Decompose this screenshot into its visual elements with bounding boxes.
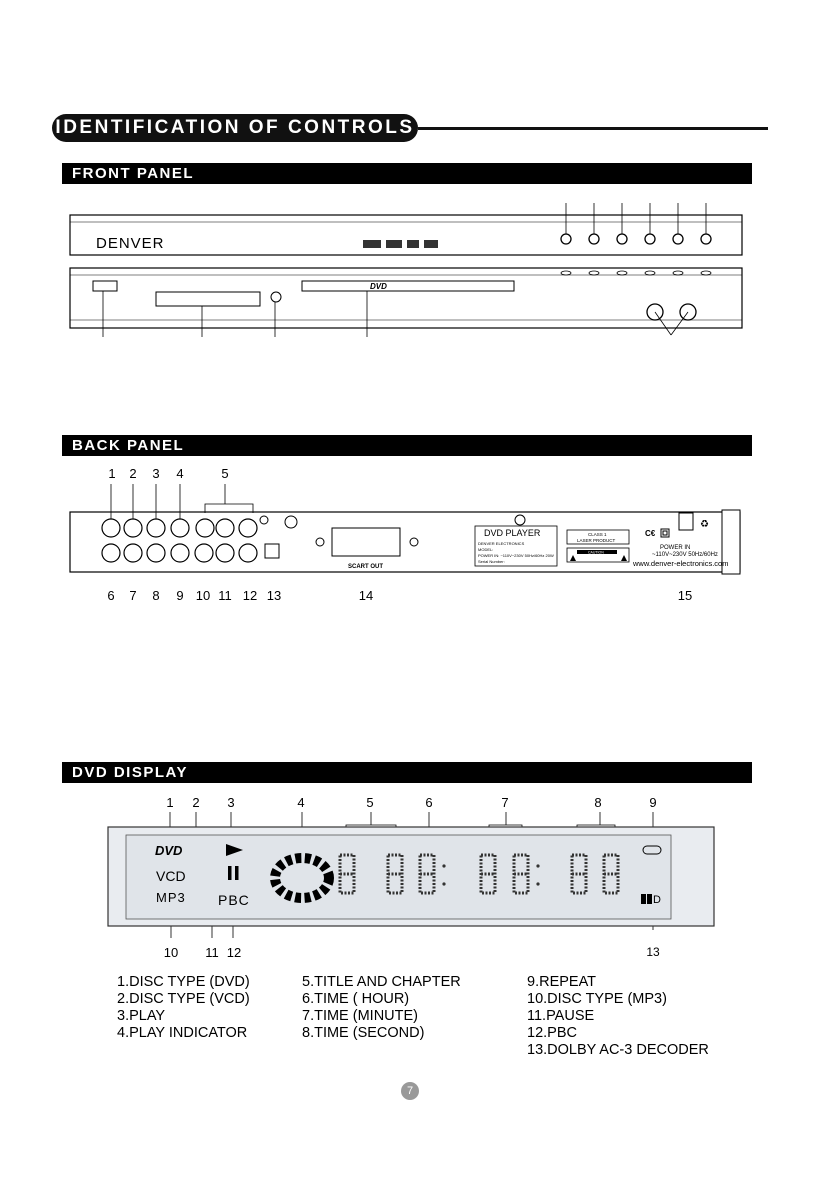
legend-item: 3.PLAY: [117, 1008, 166, 1024]
front-panel-diagram: [0, 195, 825, 345]
back-panel-heading: BACK PANEL: [62, 435, 752, 456]
front-panel-heading: FRONT PANEL: [62, 163, 752, 184]
back-num-15: 15: [677, 588, 693, 603]
power-text-2: ~110V~230V 50Hz/60Hz: [652, 552, 718, 558]
pause-icon: [228, 866, 232, 880]
display-num-3: 3: [227, 795, 235, 810]
legend-item: 13.DOLBY AC-3 DECODER: [527, 1042, 709, 1058]
product-label-line-1: DENVER ELECTRONICS: [478, 541, 525, 546]
website-label: www.denver-electronics.com: [633, 559, 729, 568]
display-num-11: 11: [205, 945, 219, 960]
dvd-display-diagram: [0, 810, 825, 940]
legend-item: 11.PAUSE: [527, 1008, 595, 1024]
page-number: 7: [401, 1082, 419, 1100]
screen-vcd: VCD: [156, 868, 186, 884]
caution-label: CAUTION: [588, 550, 604, 555]
svg-text:♻: ♻: [700, 519, 709, 530]
product-label-line-4: Serial Number:: [478, 559, 505, 564]
legend-item: 9.REPEAT: [527, 974, 597, 990]
display-num-1: 1: [166, 795, 174, 810]
legend-item: 12.PBC: [527, 1025, 577, 1041]
legend-item: 6.TIME ( HOUR): [302, 991, 410, 1007]
main-title: IDENTIFICATION OF CONTROLS: [52, 114, 418, 142]
class-label-1: CLASS 1: [588, 532, 607, 537]
class-label-2: LASER PRODUCT: [577, 538, 616, 543]
display-num-7: 7: [501, 795, 509, 810]
display-num-4: 4: [297, 795, 305, 810]
back-num-10: 10: [195, 588, 211, 603]
back-num-11: 11: [218, 588, 232, 603]
svg-text:C€: C€: [645, 529, 656, 538]
back-num-13: 13: [266, 588, 282, 603]
back-num-14: 14: [358, 588, 374, 603]
display-num-13: 13: [646, 945, 660, 959]
screen-mp3: MP3: [156, 890, 186, 905]
back-panel-diagram: [0, 480, 825, 585]
legend-column-3: [527, 974, 709, 1059]
display-num-8: 8: [594, 795, 602, 810]
legend-item: 8.TIME (SECOND): [302, 1025, 425, 1041]
display-num-6: 6: [425, 795, 433, 810]
legend-column-2: [302, 974, 461, 1042]
screen-dolby: D: [653, 894, 661, 906]
product-label-title: DVD PLAYER: [484, 528, 541, 538]
legend-column-1: [117, 974, 250, 1042]
back-num-6: 6: [107, 588, 115, 603]
back-num-1: 1: [108, 466, 116, 481]
screen-pbc: PBC: [218, 892, 250, 908]
display-num-5: 5: [366, 795, 374, 810]
tray-label: DVD: [370, 282, 387, 291]
display-num-10: 10: [163, 945, 179, 960]
product-label-line-2: MODEL:: [478, 547, 494, 552]
legend-item: 10.DISC TYPE (MP3): [527, 991, 667, 1007]
legend-item: 7.TIME (MINUTE): [302, 1008, 418, 1024]
title-rule: [418, 127, 768, 130]
back-num-4: 4: [176, 466, 184, 481]
display-num-12: 12: [226, 945, 242, 960]
display-num-2: 2: [192, 795, 200, 810]
legend-item: 2.DISC TYPE (VCD): [117, 991, 250, 1007]
back-num-5: 5: [221, 466, 229, 481]
back-num-9: 9: [176, 588, 184, 603]
display-num-9: 9: [649, 795, 657, 810]
dolby-icon: [641, 894, 646, 904]
legend-item: 4.PLAY INDICATOR: [117, 1025, 248, 1041]
back-num-3: 3: [152, 466, 160, 481]
scart-label: SCART OUT: [348, 564, 383, 570]
screen-dvd: DVD: [155, 843, 183, 858]
back-num-8: 8: [152, 588, 160, 603]
power-text-1: POWER IN: [660, 545, 691, 551]
back-num-12: 12: [242, 588, 258, 603]
front-brand: DENVER: [96, 235, 165, 252]
back-num-7: 7: [129, 588, 137, 603]
legend-item: 5.TITLE AND CHAPTER: [302, 974, 461, 990]
dvd-display-heading: DVD DISPLAY: [62, 762, 752, 783]
legend-item: 1.DISC TYPE (DVD): [117, 974, 250, 990]
product-label-line-3: POWER IN: ~110V~230V 50Hz/60Hz 20W: [478, 553, 554, 558]
back-num-2: 2: [129, 466, 137, 481]
